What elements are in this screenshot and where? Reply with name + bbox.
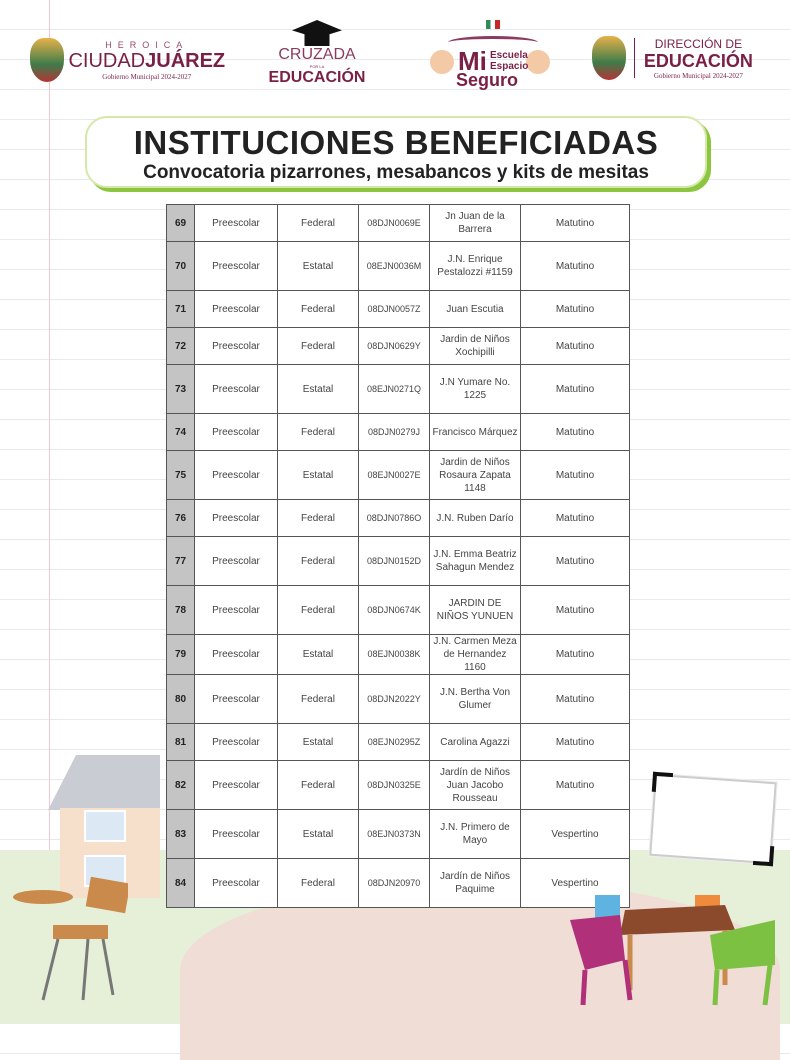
nombre-cell: J.N. Ruben Darío bbox=[430, 500, 521, 537]
tipo-cell: Estatal bbox=[278, 365, 359, 414]
row-number: 82 bbox=[167, 761, 195, 810]
nombre-cell: J.N. Primero de Mayo bbox=[430, 810, 521, 859]
nivel-cell: Preescolar bbox=[195, 291, 278, 328]
nivel-cell: Preescolar bbox=[195, 859, 278, 908]
row-number: 75 bbox=[167, 451, 195, 500]
cct-cell: 08DJN0629Y bbox=[359, 328, 430, 365]
whiteboard-illustration bbox=[649, 774, 776, 864]
turno-cell: Matutino bbox=[521, 205, 630, 242]
nombre-cell: J.N Yumare No. 1225 bbox=[430, 365, 521, 414]
nombre-cell: J.N. Enrique Pestalozzi #1159 bbox=[430, 242, 521, 291]
page-title: INSTITUCIONES BENEFICIADAS bbox=[133, 124, 659, 161]
table-row bbox=[167, 365, 630, 414]
table-row bbox=[167, 810, 630, 859]
row-number: 72 bbox=[167, 328, 195, 365]
nivel-cell: Preescolar bbox=[195, 586, 278, 635]
cct-cell: 08EJN0271Q bbox=[359, 365, 430, 414]
cct-cell: 08DJN0674K bbox=[359, 586, 430, 635]
table-row bbox=[167, 291, 630, 328]
table-row bbox=[167, 242, 630, 291]
tipo-cell: Estatal bbox=[278, 242, 359, 291]
turno-cell: Matutino bbox=[521, 414, 630, 451]
tipo-cell: Estatal bbox=[278, 810, 359, 859]
row-number: 76 bbox=[167, 500, 195, 537]
logo-ciudad-juarez: HEROICA CIUDADJUÁREZ Gobierno Municipal 2024-2027 bbox=[30, 38, 235, 82]
tipo-cell: Federal bbox=[278, 586, 359, 635]
turno-cell: Matutino bbox=[521, 537, 630, 586]
school-desk-illustration bbox=[8, 875, 128, 1005]
nivel-cell: Preescolar bbox=[195, 724, 278, 761]
row-number: 83 bbox=[167, 810, 195, 859]
table-row bbox=[167, 675, 630, 724]
table-row bbox=[167, 451, 630, 500]
nombre-cell: Juan Escutia bbox=[430, 291, 521, 328]
nivel-cell: Preescolar bbox=[195, 635, 278, 675]
row-number: 79 bbox=[167, 635, 195, 675]
page-subtitle: Convocatoria pizarrones, mesabancos y kits de mesitas bbox=[143, 162, 649, 183]
girl-illustration bbox=[430, 50, 454, 74]
nivel-cell: Preescolar bbox=[195, 205, 278, 242]
nombre-cell: Jardín de Niños Juan Jacobo Rousseau bbox=[430, 761, 521, 810]
nivel-cell: Preescolar bbox=[195, 328, 278, 365]
tipo-cell: Federal bbox=[278, 859, 359, 908]
turno-cell: Matutino bbox=[521, 365, 630, 414]
nombre-cell: J.N. Bertha Von Glumer bbox=[430, 675, 521, 724]
turno-cell: Matutino bbox=[521, 328, 630, 365]
tipo-cell: Federal bbox=[278, 500, 359, 537]
school-illustration bbox=[48, 710, 160, 890]
nombre-cell: Jardin de Niños Xochipilli bbox=[430, 328, 521, 365]
cct-cell: 08DJN0786O bbox=[359, 500, 430, 537]
table-row bbox=[167, 205, 630, 242]
header-logos bbox=[0, 20, 790, 100]
coat-of-arms-icon bbox=[30, 38, 64, 82]
table-row bbox=[167, 586, 630, 635]
row-number: 78 bbox=[167, 586, 195, 635]
nivel-cell: Preescolar bbox=[195, 761, 278, 810]
table-row bbox=[167, 328, 630, 365]
turno-cell: Matutino bbox=[521, 291, 630, 328]
turno-cell: Matutino bbox=[521, 242, 630, 291]
tipo-cell: Federal bbox=[278, 537, 359, 586]
row-number: 69 bbox=[167, 205, 195, 242]
row-number: 84 bbox=[167, 859, 195, 908]
tipo-cell: Federal bbox=[278, 761, 359, 810]
cct-cell: 08DJN0152D bbox=[359, 537, 430, 586]
cct-cell: 08EJN0373N bbox=[359, 810, 430, 859]
turno-cell: Matutino bbox=[521, 451, 630, 500]
cct-cell: 08DJN0057Z bbox=[359, 291, 430, 328]
table-row bbox=[167, 537, 630, 586]
cct-cell: 08DJN2022Y bbox=[359, 675, 430, 724]
tipo-cell: Estatal bbox=[278, 724, 359, 761]
row-number: 81 bbox=[167, 724, 195, 761]
tipo-cell: Federal bbox=[278, 328, 359, 365]
cct-cell: 08DJN0069E bbox=[359, 205, 430, 242]
nombre-cell: JARDIN DE NIÑOS YUNUEN bbox=[430, 586, 521, 635]
turno-cell: Matutino bbox=[521, 761, 630, 810]
table-row bbox=[167, 635, 630, 675]
cct-cell: 08DJN0279J bbox=[359, 414, 430, 451]
nombre-cell: Jn Juan de la Barrera bbox=[430, 205, 521, 242]
cct-cell: 08EJN0036M bbox=[359, 242, 430, 291]
logo-cruzada-educacion: CRUZADA POR LA EDUCACIÓN bbox=[262, 20, 372, 87]
nivel-cell: Preescolar bbox=[195, 500, 278, 537]
table-row bbox=[167, 859, 630, 908]
cct-cell: 08DJN0325E bbox=[359, 761, 430, 810]
turno-cell: Vespertino bbox=[521, 859, 630, 908]
turno-cell: Matutino bbox=[521, 586, 630, 635]
tipo-cell: Estatal bbox=[278, 635, 359, 675]
turno-cell: Matutino bbox=[521, 500, 630, 537]
tipo-cell: Federal bbox=[278, 414, 359, 451]
row-number: 71 bbox=[167, 291, 195, 328]
row-number: 80 bbox=[167, 675, 195, 724]
row-number: 77 bbox=[167, 537, 195, 586]
tipo-cell: Federal bbox=[278, 675, 359, 724]
nombre-cell: Francisco Márquez bbox=[430, 414, 521, 451]
nivel-cell: Preescolar bbox=[195, 242, 278, 291]
table-row bbox=[167, 500, 630, 537]
tipo-cell: Estatal bbox=[278, 451, 359, 500]
graduation-cap-icon bbox=[292, 20, 342, 46]
nivel-cell: Preescolar bbox=[195, 810, 278, 859]
turno-cell: Matutino bbox=[521, 635, 630, 675]
cct-cell: 08EJN0295Z bbox=[359, 724, 430, 761]
title-banner bbox=[85, 116, 707, 188]
nombre-cell: J.N. Emma Beatriz Sahagun Mendez bbox=[430, 537, 521, 586]
kids-table-chairs-illustration bbox=[565, 890, 785, 1010]
nivel-cell: Preescolar bbox=[195, 675, 278, 724]
row-number: 70 bbox=[167, 242, 195, 291]
turno-cell: Matutino bbox=[521, 675, 630, 724]
institutions-table bbox=[166, 204, 630, 908]
logo-mi-escuela-espacio-seguro: Mi Escuela Espacio Seguro bbox=[428, 20, 552, 90]
row-number: 73 bbox=[167, 365, 195, 414]
cct-cell: 08DJN20970 bbox=[359, 859, 430, 908]
nivel-cell: Preescolar bbox=[195, 451, 278, 500]
mexico-flag-icon bbox=[486, 20, 500, 29]
nombre-cell: Jardin de Niños Rosaura Zapata 1148 bbox=[430, 451, 521, 500]
table-row bbox=[167, 414, 630, 451]
nivel-cell: Preescolar bbox=[195, 365, 278, 414]
table-row bbox=[167, 724, 630, 761]
nivel-cell: Preescolar bbox=[195, 414, 278, 451]
cct-cell: 08EJN0027E bbox=[359, 451, 430, 500]
tipo-cell: Federal bbox=[278, 291, 359, 328]
row-number: 74 bbox=[167, 414, 195, 451]
nombre-cell: J.N. Carmen Meza de Hernandez 1160 bbox=[430, 635, 521, 675]
logo-direccion-educacion: DIRECCIÓN DE EDUCACIÓN Gobierno Municipal 2024-2027 bbox=[592, 36, 772, 80]
boy-illustration bbox=[526, 50, 550, 74]
nivel-cell: Preescolar bbox=[195, 537, 278, 586]
nombre-cell: Jardín de Niños Paquime bbox=[430, 859, 521, 908]
turno-cell: Vespertino bbox=[521, 810, 630, 859]
tipo-cell: Federal bbox=[278, 205, 359, 242]
coat-of-arms-icon bbox=[592, 36, 626, 80]
table-row bbox=[167, 761, 630, 810]
cct-cell: 08EJN0038K bbox=[359, 635, 430, 675]
nombre-cell: Carolina Agazzi bbox=[430, 724, 521, 761]
turno-cell: Matutino bbox=[521, 724, 630, 761]
